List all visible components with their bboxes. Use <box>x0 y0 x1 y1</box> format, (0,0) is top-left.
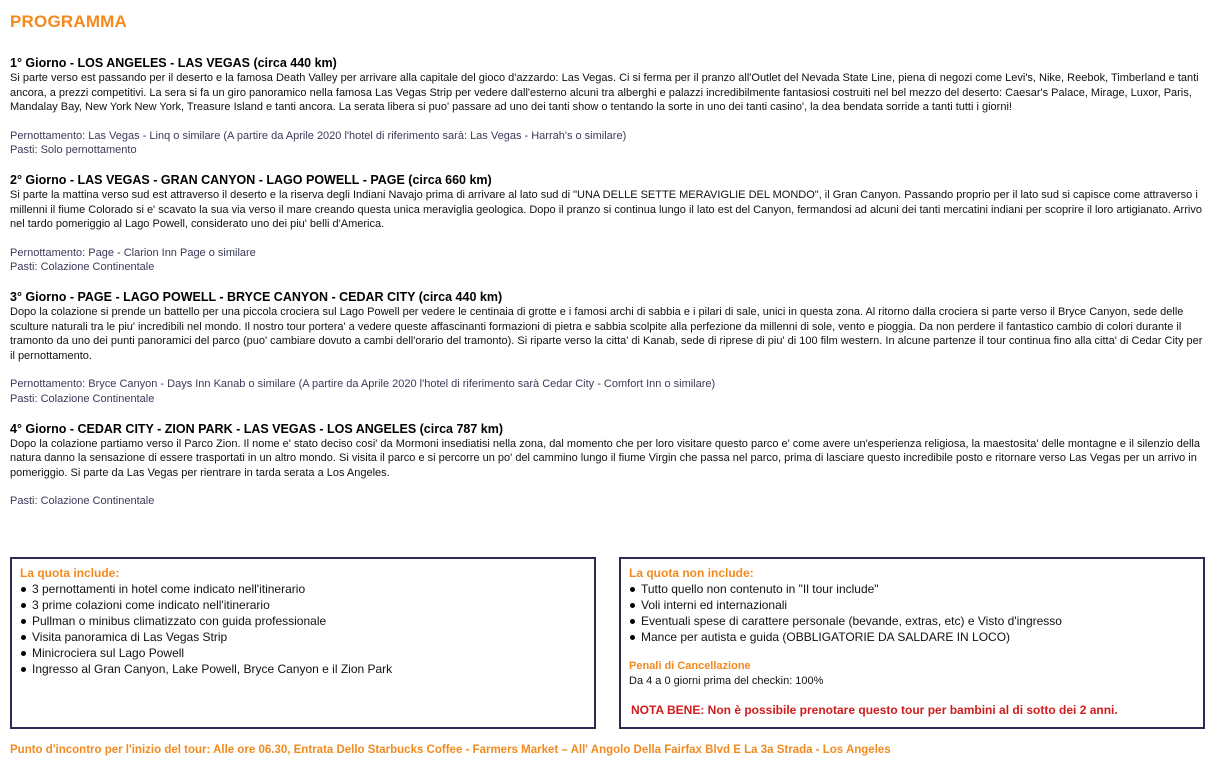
day-description: Si parte la mattina verso sud est attraverso il deserto e la riserva degli Indiani Navajo prima di arrivare al lato sud di "UNA DELLE SETTE MERAVIGLIE DEL MONDO", il Gran Canyon. Passando proprio per il lato sud si capisce come attraverso i millenni il fiume Colorado si e' scavato la sua via verso il mare creando questa unica meraviglia geologica. Dopo il pranzo si continua lungo il lato est del Canyon, fermandosi ad alcuni dei tanti mercatini indiani per scoprire il loro artigianato. Arrivo nel tardo pomeriggio al Lago Powell, considerato uno dei piu' belli d'America. <box>10 188 1202 231</box>
list-item: Voli interni ed internazionali <box>629 597 1195 613</box>
list-item: Minicrociera sul Lago Powell <box>20 645 586 661</box>
excludes-heading: La quota non include: <box>629 566 754 580</box>
excludes-list <box>629 581 1195 645</box>
list-item: Ingresso al Gran Canyon, Lake Powell, Bryce Canyon e il Zion Park <box>20 661 586 677</box>
penalties-text: Da 4 a 0 giorni prima del checkin: 100% <box>629 675 824 687</box>
day-meals: Pasti: Colazione Continentale <box>10 392 155 405</box>
day-section-4 <box>10 422 1205 509</box>
day-meals: Pasti: Colazione Continentale <box>10 495 155 508</box>
list-item: Visita panoramica di Las Vegas Strip <box>20 629 586 645</box>
includes-list <box>20 581 586 677</box>
day-title: 1° Giorno - LOS ANGELES - LAS VEGAS (circa 440 km) <box>10 56 337 70</box>
excludes-box <box>619 557 1205 729</box>
day-section-1 <box>10 56 1205 158</box>
penalties-heading: Penali di Cancellazione <box>629 660 751 672</box>
list-item: Tutto quello non contenuto in "Il tour include" <box>629 581 1195 597</box>
list-item: Eventuali spese di carattere personale (bevande, extras, etc) e Visto d'ingresso <box>629 613 1195 629</box>
day-lodging: Pernottamento: Page - Clarion Inn Page o similare <box>10 246 256 259</box>
day-title: 2° Giorno - LAS VEGAS - GRAN CANYON - LAGO POWELL - PAGE (circa 660 km) <box>10 172 492 187</box>
day-section-3 <box>10 290 1205 407</box>
list-item: 3 prime colazioni come indicato nell'itinerario <box>20 597 586 613</box>
list-item: 3 pernottamenti in hotel come indicato nell'itinerario <box>20 581 586 597</box>
day-description: Si parte verso est passando per il deserto e la famosa Death Valley per arrivare alla capitale del gioco d'azzardo: Las Vegas. Ci si ferma per il pranzo all'Outlet del Nevada State Line, piena di negozi come Levi's, Nike, Reebok, Timberland e tanti ancora, a prezzi competitivi. La sera si fa un giro panoramico nella famosa Las Vegas Strip per vedere dall'esterno alcuni tra alberghi e palazzi incredibilmente fantasiosi costruiti nel bel mezzo del deserto: Caesar's Palace, Mirage, Luxor, Paris, Mandalay Bay, New York New York, Treasure Island e tanti ancora. La serata libera si puo' passare ad uno dei tanti show o tentando la sorte in uno dei tanti casino', la dea bendata sorride a tanti tutti i giorni! <box>10 72 1199 114</box>
day-meals: Pasti: Solo pernottamento <box>10 144 137 157</box>
day-description: Dopo la colazione partiamo verso il Parco Zion. Il nome e' stato deciso cosi' da Mormoni insediatisi nella zona, dal momento che per loro visitare questo parco e' come avere un'esperienza religiosa, la maestosita' delle montagne e il silenzio della natura danno la sensazione di essere trasportati in un altro mondo. Si visita il parco e si percorre un po' del cammino lungo il fiume Virgin che passa nel parco, prima di lasciare questo incredibile posto e ritornare verso Las Vegas per un arrivo in pomeriggio. Si parte da Las Vegas per rientrare in tarda serata a Los Angeles. <box>10 437 1200 479</box>
list-item: Mance per autista e guida (OBBLIGATORIE DA SALDARE IN LOCO) <box>629 629 1195 645</box>
day-section-2 <box>10 173 1205 275</box>
day-lodging: Pernottamento: Las Vegas - Linq o similare (A partire da Aprile 2020 l'hotel di riferimento sarà: Las Vegas - Harrah's o similare) <box>10 129 627 142</box>
includes-heading: La quota include: <box>20 566 120 580</box>
day-meals: Pasti: Colazione Continentale <box>10 261 155 274</box>
quote-boxes <box>10 557 1206 733</box>
meeting-point: Punto d'incontro per l'inizio del tour: Alle ore 06.30, Entrata Dello Starbucks Coffee - Farmers Market – All' Angolo Della Fairfax Blvd E La 3a Strada - Los Angeles <box>10 744 891 756</box>
includes-box <box>10 557 596 729</box>
program-content <box>10 12 1205 524</box>
day-title: 4° Giorno - CEDAR CITY - ZION PARK - LAS VEGAS - LOS ANGELES (circa 787 km) <box>10 421 504 436</box>
list-item: Pullman o minibus climatizzato con guida professionale <box>20 613 586 629</box>
day-title: 3° Giorno - PAGE - LAGO POWELL - BRYCE CANYON - CEDAR CITY (circa 440 km) <box>10 289 503 304</box>
day-description: Dopo la colazione si prende un battello per una piccola crociera sul Lago Powell per vedere le centinaia di grotte e i famosi archi di sabbia e i pilari di sale, unici in questa zona. Al ritorno dalla crociera si parte verso il Bryce Canyon, sede delle sculture naturali tra le piu' incredibili nel mondo. Il nostro tour portera' a vedere queste affascinanti formazioni di pietra e sabbia scolpite alla perfezione da millenni di sole, vento e pioggia. Da non perdere il fantastico cambio di colori durante il tramonto da uno dei punti panoramici del parco (puo' cambiare dovuto a cambi dell'orario del tramonto). Si riparte verso la citta' di Kanab, sede di riprese di piu' di 100 film western. In alcune partenze il tour continua fino alla citta' di Cedar City per il pernottamento. <box>10 305 1203 362</box>
note-warning: NOTA BENE: Non è possibile prenotare questo tour per bambini al di sotto dei 2 anni. <box>631 703 1118 717</box>
day-lodging: Pernottamento: Bryce Canyon - Days Inn Kanab o similare (A partire da Aprile 2020 l'hotel di riferimento sarà Cedar City - Comfort Inn o similare) <box>10 378 716 391</box>
page-title: PROGRAMMA <box>10 12 128 31</box>
